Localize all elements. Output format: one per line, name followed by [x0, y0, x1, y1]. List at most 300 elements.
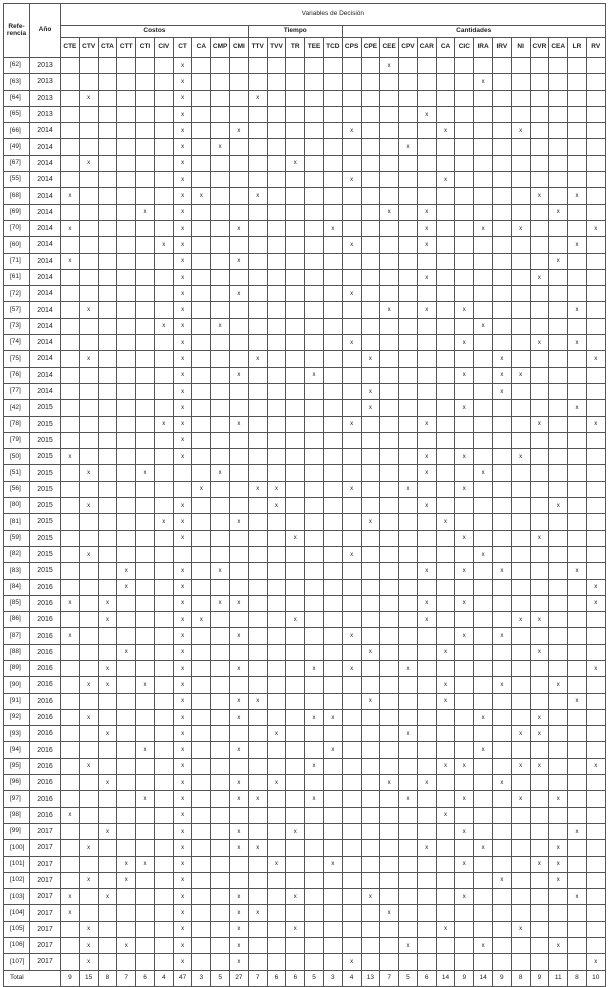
empty-cell: [586, 335, 605, 351]
empty-cell: [380, 449, 399, 465]
empty-cell: [267, 921, 286, 937]
table-row: [4, 220, 606, 236]
empty-cell: [136, 775, 155, 791]
empty-cell: [586, 563, 605, 579]
empty-cell: [511, 546, 530, 562]
column-header-cea: CEA: [549, 38, 568, 58]
empty-cell: [380, 693, 399, 709]
check-mark-cell: x: [417, 449, 436, 465]
empty-cell: [417, 709, 436, 725]
empty-cell: [248, 758, 267, 774]
check-mark-cell: x: [549, 498, 568, 514]
empty-cell: [136, 840, 155, 856]
empty-cell: [586, 921, 605, 937]
empty-cell: [586, 74, 605, 90]
empty-cell: [98, 237, 117, 253]
empty-cell: [399, 335, 418, 351]
total-cell: 4: [154, 970, 173, 986]
check-mark-cell: x: [474, 546, 493, 562]
empty-cell: [211, 546, 230, 562]
empty-cell: [248, 302, 267, 318]
reference-cell: [83]: [4, 563, 30, 579]
reference-cell: [42]: [4, 400, 30, 416]
empty-cell: [79, 237, 98, 253]
check-mark-cell: x: [474, 220, 493, 236]
empty-cell: [474, 889, 493, 905]
empty-cell: [323, 677, 342, 693]
empty-cell: [117, 335, 136, 351]
empty-cell: [399, 465, 418, 481]
empty-cell: [455, 693, 474, 709]
empty-cell: [305, 318, 324, 334]
empty-cell: [399, 269, 418, 285]
reference-cell: [92]: [4, 709, 30, 725]
check-mark-cell: x: [323, 856, 342, 872]
empty-cell: [192, 758, 211, 774]
empty-cell: [549, 416, 568, 432]
empty-cell: [136, 400, 155, 416]
empty-cell: [192, 563, 211, 579]
check-mark-cell: x: [173, 628, 192, 644]
total-cell: 11: [549, 970, 568, 986]
check-mark-cell: x: [474, 938, 493, 954]
empty-cell: [436, 286, 455, 302]
table-row: [4, 628, 606, 644]
empty-cell: [192, 302, 211, 318]
empty-cell: [248, 644, 267, 660]
check-mark-cell: x: [173, 90, 192, 106]
table-row: [4, 139, 606, 155]
check-mark-cell: x: [530, 335, 549, 351]
empty-cell: [211, 172, 230, 188]
empty-cell: [361, 253, 380, 269]
empty-cell: [267, 449, 286, 465]
year-cell: 2013: [30, 74, 61, 90]
empty-cell: [399, 563, 418, 579]
check-mark-cell: x: [342, 660, 361, 676]
check-mark-cell: x: [455, 889, 474, 905]
year-cell: 2016: [30, 677, 61, 693]
empty-cell: [511, 644, 530, 660]
empty-cell: [98, 400, 117, 416]
table-row: [4, 58, 606, 74]
empty-cell: [342, 872, 361, 888]
empty-cell: [455, 139, 474, 155]
empty-cell: [380, 416, 399, 432]
check-mark-cell: x: [98, 775, 117, 791]
empty-cell: [417, 318, 436, 334]
empty-cell: [342, 905, 361, 921]
empty-cell: [154, 563, 173, 579]
empty-cell: [248, 269, 267, 285]
empty-cell: [248, 172, 267, 188]
check-mark-cell: x: [286, 823, 305, 839]
empty-cell: [436, 905, 455, 921]
reference-cell: [66]: [4, 123, 30, 139]
check-mark-cell: x: [230, 253, 249, 269]
check-mark-cell: x: [455, 302, 474, 318]
empty-cell: [79, 595, 98, 611]
empty-cell: [511, 432, 530, 448]
empty-cell: [474, 123, 493, 139]
reference-cell: [87]: [4, 628, 30, 644]
empty-cell: [79, 563, 98, 579]
empty-cell: [211, 954, 230, 970]
empty-cell: [530, 677, 549, 693]
empty-cell: [492, 595, 511, 611]
empty-cell: [79, 807, 98, 823]
empty-cell: [211, 758, 230, 774]
empty-cell: [192, 286, 211, 302]
check-mark-cell: x: [136, 791, 155, 807]
empty-cell: [436, 856, 455, 872]
empty-cell: [98, 742, 117, 758]
reference-cell: [68]: [4, 188, 30, 204]
empty-cell: [286, 481, 305, 497]
check-mark-cell: x: [79, 938, 98, 954]
empty-cell: [417, 889, 436, 905]
empty-cell: [417, 90, 436, 106]
empty-cell: [136, 318, 155, 334]
empty-cell: [117, 367, 136, 383]
empty-cell: [361, 139, 380, 155]
empty-cell: [98, 840, 117, 856]
check-mark-cell: x: [286, 530, 305, 546]
empty-cell: [417, 335, 436, 351]
check-mark-cell: x: [286, 889, 305, 905]
empty-cell: [455, 498, 474, 514]
empty-cell: [98, 123, 117, 139]
empty-cell: [136, 335, 155, 351]
empty-cell: [586, 188, 605, 204]
empty-cell: [474, 155, 493, 171]
check-mark-cell: x: [549, 791, 568, 807]
empty-cell: [380, 155, 399, 171]
year-cell: 2015: [30, 400, 61, 416]
check-mark-cell: x: [61, 807, 80, 823]
empty-cell: [399, 872, 418, 888]
empty-cell: [230, 90, 249, 106]
empty-cell: [586, 383, 605, 399]
check-mark-cell: x: [136, 856, 155, 872]
empty-cell: [211, 220, 230, 236]
empty-cell: [211, 791, 230, 807]
empty-cell: [267, 432, 286, 448]
column-header-tvv: TVV: [267, 38, 286, 58]
empty-cell: [549, 693, 568, 709]
column-header-ttv: TTV: [248, 38, 267, 58]
empty-cell: [455, 318, 474, 334]
check-mark-cell: x: [248, 481, 267, 497]
empty-cell: [323, 465, 342, 481]
check-mark-cell: x: [173, 514, 192, 530]
empty-cell: [79, 791, 98, 807]
column-header-cta: CTA: [98, 38, 117, 58]
check-mark-cell: x: [61, 628, 80, 644]
empty-cell: [530, 775, 549, 791]
empty-cell: [549, 579, 568, 595]
empty-cell: [248, 954, 267, 970]
empty-cell: [474, 383, 493, 399]
empty-cell: [154, 856, 173, 872]
empty-cell: [361, 905, 380, 921]
check-mark-cell: x: [154, 416, 173, 432]
empty-cell: [286, 742, 305, 758]
empty-cell: [286, 432, 305, 448]
empty-cell: [98, 449, 117, 465]
check-mark-cell: x: [586, 758, 605, 774]
empty-cell: [136, 188, 155, 204]
empty-cell: [342, 318, 361, 334]
reference-cell: [73]: [4, 318, 30, 334]
empty-cell: [323, 253, 342, 269]
year-cell: 2013: [30, 90, 61, 106]
empty-cell: [399, 954, 418, 970]
empty-cell: [154, 709, 173, 725]
empty-cell: [286, 546, 305, 562]
reference-cell: [101]: [4, 856, 30, 872]
empty-cell: [98, 367, 117, 383]
empty-cell: [361, 335, 380, 351]
empty-cell: [323, 400, 342, 416]
empty-cell: [61, 677, 80, 693]
reference-cell: [62]: [4, 58, 30, 74]
empty-cell: [61, 367, 80, 383]
empty-cell: [136, 498, 155, 514]
check-mark-cell: x: [173, 58, 192, 74]
empty-cell: [154, 889, 173, 905]
empty-cell: [211, 514, 230, 530]
empty-cell: [117, 726, 136, 742]
empty-cell: [474, 367, 493, 383]
empty-cell: [61, 563, 80, 579]
reference-cell: [55]: [4, 172, 30, 188]
empty-cell: [399, 367, 418, 383]
empty-cell: [98, 351, 117, 367]
empty-cell: [323, 74, 342, 90]
empty-cell: [436, 269, 455, 285]
check-mark-cell: x: [549, 872, 568, 888]
empty-cell: [436, 188, 455, 204]
empty-cell: [568, 807, 587, 823]
empty-cell: [361, 367, 380, 383]
empty-cell: [286, 775, 305, 791]
empty-cell: [98, 253, 117, 269]
check-mark-cell: x: [455, 335, 474, 351]
empty-cell: [530, 514, 549, 530]
empty-cell: [342, 889, 361, 905]
empty-cell: [305, 220, 324, 236]
empty-cell: [117, 172, 136, 188]
empty-cell: [192, 335, 211, 351]
empty-cell: [586, 139, 605, 155]
empty-cell: [380, 335, 399, 351]
check-mark-cell: x: [230, 709, 249, 725]
empty-cell: [455, 351, 474, 367]
year-cell: 2014: [30, 269, 61, 285]
empty-cell: [192, 465, 211, 481]
empty-cell: [436, 612, 455, 628]
empty-cell: [117, 188, 136, 204]
empty-cell: [267, 823, 286, 839]
check-mark-cell: x: [79, 498, 98, 514]
empty-cell: [549, 139, 568, 155]
empty-cell: [492, 709, 511, 725]
empty-cell: [61, 139, 80, 155]
empty-cell: [586, 302, 605, 318]
check-mark-cell: x: [474, 74, 493, 90]
empty-cell: [98, 514, 117, 530]
reference-cell: [64]: [4, 90, 30, 106]
empty-cell: [530, 302, 549, 318]
check-mark-cell: x: [173, 563, 192, 579]
empty-cell: [342, 709, 361, 725]
empty-cell: [342, 204, 361, 220]
empty-cell: [474, 530, 493, 546]
empty-cell: [79, 400, 98, 416]
empty-cell: [117, 709, 136, 725]
year-cell: 2015: [30, 481, 61, 497]
empty-cell: [192, 579, 211, 595]
empty-cell: [474, 823, 493, 839]
check-mark-cell: x: [436, 123, 455, 139]
empty-cell: [511, 74, 530, 90]
empty-cell: [399, 709, 418, 725]
empty-cell: [117, 514, 136, 530]
empty-cell: [117, 546, 136, 562]
empty-cell: [436, 579, 455, 595]
empty-cell: [267, 595, 286, 611]
empty-cell: [98, 432, 117, 448]
column-header-tcd: TCD: [323, 38, 342, 58]
empty-cell: [61, 286, 80, 302]
year-cell: 2017: [30, 905, 61, 921]
empty-cell: [417, 677, 436, 693]
year-cell: 2015: [30, 465, 61, 481]
empty-cell: [154, 465, 173, 481]
check-mark-cell: x: [436, 677, 455, 693]
empty-cell: [98, 791, 117, 807]
empty-cell: [399, 351, 418, 367]
total-cell: 14: [436, 970, 455, 986]
check-mark-cell: x: [305, 758, 324, 774]
empty-cell: [267, 693, 286, 709]
empty-cell: [267, 628, 286, 644]
empty-cell: [230, 807, 249, 823]
empty-cell: [305, 400, 324, 416]
check-mark-cell: x: [248, 351, 267, 367]
empty-cell: [417, 253, 436, 269]
check-mark-cell: x: [173, 449, 192, 465]
total-cell: 4: [342, 970, 361, 986]
header-variables-de-decision: Variables de Decisión: [61, 4, 606, 26]
check-mark-cell: x: [79, 465, 98, 481]
empty-cell: [530, 367, 549, 383]
empty-cell: [286, 383, 305, 399]
empty-cell: [417, 139, 436, 155]
empty-cell: [98, 188, 117, 204]
empty-cell: [361, 269, 380, 285]
empty-cell: [436, 840, 455, 856]
empty-cell: [136, 90, 155, 106]
empty-cell: [154, 302, 173, 318]
empty-cell: [549, 889, 568, 905]
empty-cell: [568, 172, 587, 188]
reference-cell: [50]: [4, 449, 30, 465]
empty-cell: [323, 58, 342, 74]
empty-cell: [286, 90, 305, 106]
empty-cell: [136, 921, 155, 937]
check-mark-cell: x: [586, 954, 605, 970]
empty-cell: [474, 514, 493, 530]
empty-cell: [117, 253, 136, 269]
year-cell: 2016: [30, 612, 61, 628]
table-row: [4, 742, 606, 758]
empty-cell: [549, 188, 568, 204]
empty-cell: [154, 253, 173, 269]
empty-cell: [305, 889, 324, 905]
empty-cell: [98, 644, 117, 660]
check-mark-cell: x: [511, 220, 530, 236]
empty-cell: [323, 351, 342, 367]
empty-cell: [361, 563, 380, 579]
empty-cell: [286, 220, 305, 236]
empty-cell: [323, 693, 342, 709]
empty-cell: [436, 449, 455, 465]
check-mark-cell: x: [436, 807, 455, 823]
empty-cell: [436, 318, 455, 334]
empty-cell: [61, 204, 80, 220]
check-mark-cell: x: [79, 155, 98, 171]
empty-cell: [492, 253, 511, 269]
table-row: [4, 237, 606, 253]
check-mark-cell: x: [323, 220, 342, 236]
check-mark-cell: x: [380, 204, 399, 220]
empty-cell: [399, 383, 418, 399]
empty-cell: [154, 742, 173, 758]
empty-cell: [455, 123, 474, 139]
empty-cell: [211, 530, 230, 546]
reference-cell: [65]: [4, 106, 30, 122]
empty-cell: [248, 432, 267, 448]
empty-cell: [492, 612, 511, 628]
check-mark-cell: x: [568, 302, 587, 318]
empty-cell: [417, 628, 436, 644]
empty-cell: [305, 872, 324, 888]
empty-cell: [436, 709, 455, 725]
empty-cell: [417, 758, 436, 774]
empty-cell: [361, 660, 380, 676]
check-mark-cell: x: [230, 595, 249, 611]
check-mark-cell: x: [511, 367, 530, 383]
check-mark-cell: x: [98, 660, 117, 676]
empty-cell: [248, 220, 267, 236]
empty-cell: [492, 58, 511, 74]
empty-cell: [549, 628, 568, 644]
empty-cell: [436, 563, 455, 579]
empty-cell: [474, 872, 493, 888]
year-cell: 2014: [30, 286, 61, 302]
empty-cell: [530, 546, 549, 562]
check-mark-cell: x: [211, 465, 230, 481]
empty-cell: [361, 74, 380, 90]
empty-cell: [530, 155, 549, 171]
empty-cell: [586, 286, 605, 302]
check-mark-cell: x: [436, 693, 455, 709]
empty-cell: [568, 351, 587, 367]
empty-cell: [530, 840, 549, 856]
empty-cell: [492, 123, 511, 139]
